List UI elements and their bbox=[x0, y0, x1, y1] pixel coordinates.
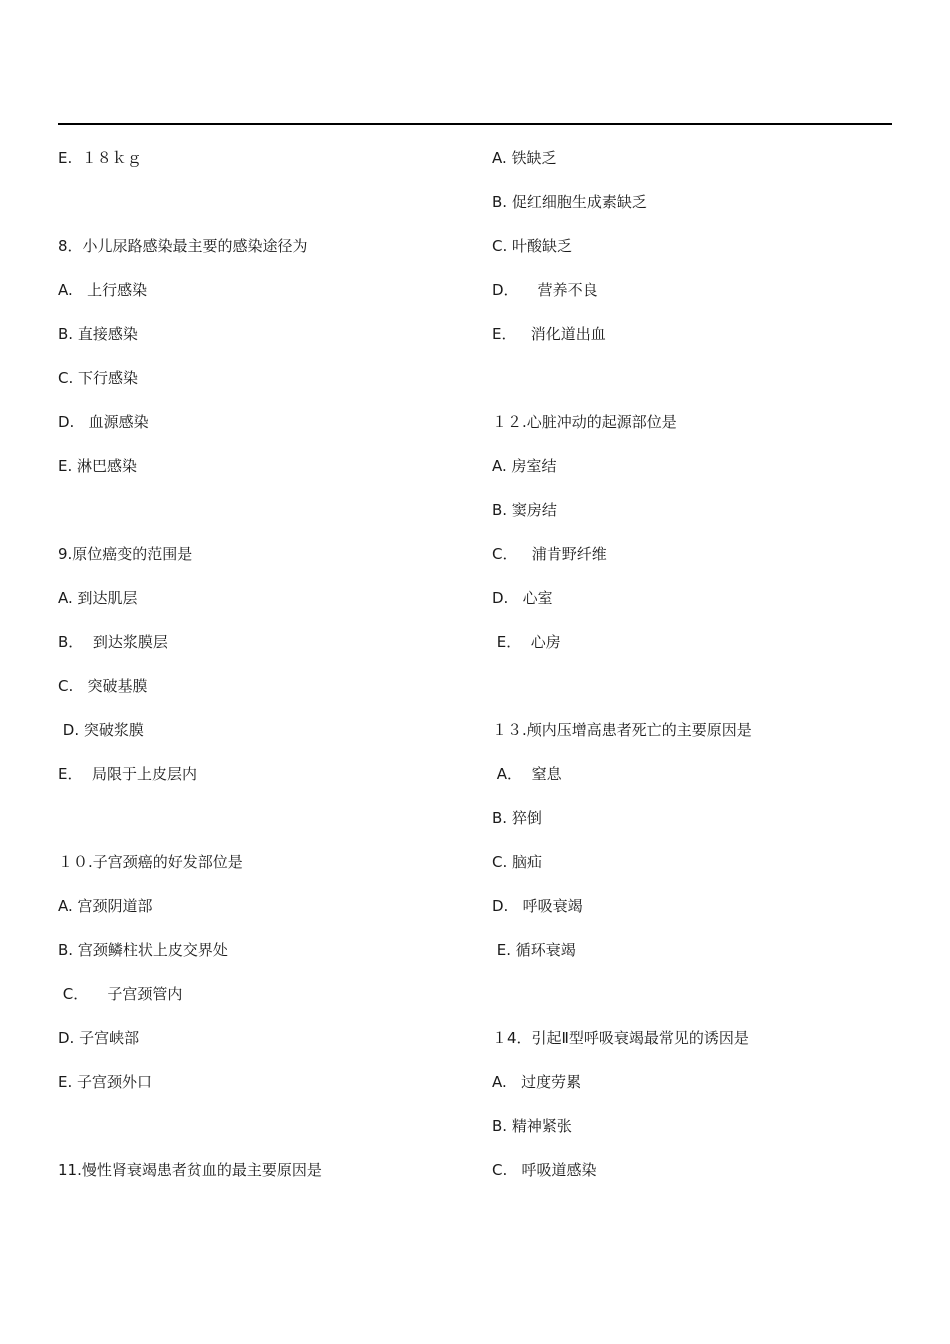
option-line: E． 局限于上皮层内 bbox=[58, 765, 198, 783]
question-line: １２.心脏冲动的起源部位是 bbox=[492, 413, 677, 431]
option-line: C． 子宫颈管内 bbox=[58, 985, 183, 1003]
option-line: C． 浦肯野纤维 bbox=[492, 545, 607, 563]
blank-line bbox=[58, 190, 468, 234]
option-line: E. 循环衰竭 bbox=[492, 941, 576, 959]
option-line: C. 下行感染 bbox=[58, 369, 139, 387]
question-line: １4．引起Ⅱ型呼吸衰竭最常见的诱因是 bbox=[492, 1029, 749, 1047]
option-line: A. 铁缺乏 bbox=[492, 149, 557, 167]
option-line: A. 宫颈阴道部 bbox=[58, 897, 153, 915]
option-line: B. 精神紧张 bbox=[492, 1117, 572, 1135]
option-line: D. 血源感染 bbox=[58, 413, 149, 431]
header-rule bbox=[58, 123, 892, 125]
option-line: C. 叶酸缺乏 bbox=[492, 237, 573, 255]
option-line: A． 窒息 bbox=[492, 765, 562, 783]
option-line: B． 到达浆膜层 bbox=[58, 633, 168, 651]
option-line: E． 消化道出血 bbox=[492, 325, 606, 343]
option-line: D． 营养不良 bbox=[492, 281, 598, 299]
option-line: B. 宫颈鳞柱状上皮交界处 bbox=[58, 941, 228, 959]
question-line: １３.颅内压增高患者死亡的主要原因是 bbox=[492, 721, 752, 739]
blank-line bbox=[58, 1114, 468, 1158]
blank-line bbox=[492, 366, 902, 410]
question-line: 11.慢性肾衰竭患者贫血的最主要原因是 bbox=[58, 1161, 322, 1179]
option-line: A. 房室结 bbox=[492, 457, 557, 475]
option-line: C. 脑疝 bbox=[492, 853, 543, 871]
option-line: B. 直接感染 bbox=[58, 325, 138, 343]
option-line: E. １８ｋｇ bbox=[58, 149, 142, 167]
option-line: D. 突破浆膜 bbox=[58, 721, 144, 739]
option-line: D. 子宫峡部 bbox=[58, 1029, 140, 1047]
option-line: B. 猝倒 bbox=[492, 809, 542, 827]
right-column bbox=[492, 146, 902, 1202]
option-line: B. 促红细胞生成素缺乏 bbox=[492, 193, 647, 211]
blank-line bbox=[58, 806, 468, 850]
option-line: C. 突破基膜 bbox=[58, 677, 148, 695]
question-line: 8．小儿尿路感染最主要的感染途径为 bbox=[58, 237, 308, 255]
option-line: E. 淋巴感染 bbox=[58, 457, 138, 475]
blank-line bbox=[492, 982, 902, 1026]
blank-line bbox=[492, 674, 902, 718]
option-line: A. 过度劳累 bbox=[492, 1073, 582, 1091]
option-line: E. 子宫颈外口 bbox=[58, 1073, 153, 1091]
option-line: D. 呼吸衰竭 bbox=[492, 897, 583, 915]
option-line: A. 上行感染 bbox=[58, 281, 148, 299]
option-line: E． 心房 bbox=[492, 633, 561, 651]
left-column bbox=[58, 146, 468, 1202]
option-line: A. 到达肌层 bbox=[58, 589, 138, 607]
option-line: B. 窦房结 bbox=[492, 501, 557, 519]
question-line: 9.原位癌变的范围是 bbox=[58, 545, 193, 563]
option-line: D. 心室 bbox=[492, 589, 553, 607]
question-line: １０.子宫颈癌的好发部位是 bbox=[58, 853, 243, 871]
option-line: C. 呼吸道感染 bbox=[492, 1161, 597, 1179]
blank-line bbox=[58, 498, 468, 542]
